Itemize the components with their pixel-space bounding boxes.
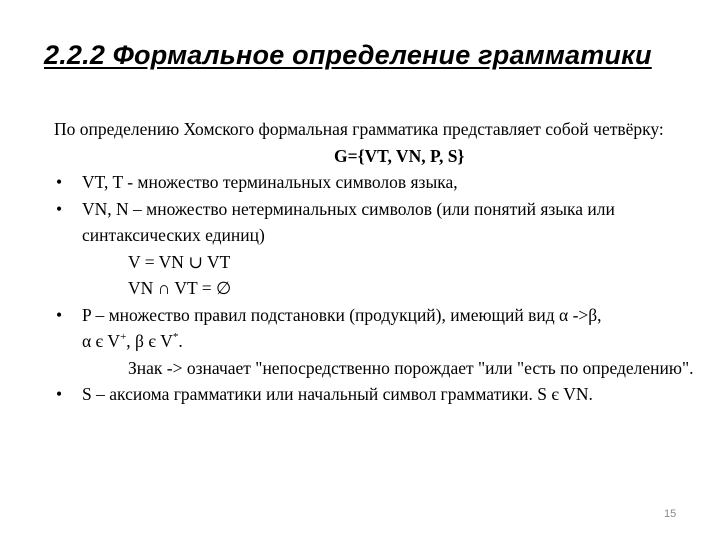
slide-title: 2.2.2 Формальное определение грамматики: [44, 40, 652, 70]
beta-part: , β є V: [126, 331, 173, 351]
bullet-item-vn: [54, 196, 694, 249]
arrow-note: Знак -> означает "непосредственно порождает "или "есть по определению".: [128, 357, 694, 378]
star-superscript: *: [172, 331, 179, 344]
bullet-item-vt: [54, 169, 694, 196]
bullet-text: VT, T - множество терминальных символов языка,: [82, 172, 458, 192]
equation-union: V = VN ∪ VT: [128, 251, 231, 272]
bullet-dot: •: [56, 198, 63, 219]
bullet-dot: •: [56, 172, 63, 192]
equation-intersection: VN ∩ VT = ∅: [128, 278, 232, 298]
intro-paragraph: По определению Хомского формальная грамматика представляет собой четвёрку:: [54, 119, 664, 139]
bullet-item-s: [54, 381, 694, 408]
slide-body: [54, 116, 694, 408]
bullet-item-p: [54, 302, 694, 382]
bullet-dot: •: [56, 384, 63, 404]
bullet-text-continuation: [82, 328, 694, 355]
bullet-text: VN, N – множество нетерминальных символов (или понятий языка или синтаксических единиц): [82, 198, 615, 245]
grammar-formula: G={VT, VN, P, S}: [334, 145, 465, 166]
bullet-text: P – множество правил подстановки (продукций), имеющий вид α ->β,: [82, 304, 602, 325]
bullet-text: S – аксиома грамматики или начальный символ грамматики. S є VN.: [82, 384, 593, 404]
plus-superscript: +: [120, 331, 127, 344]
page-number: 15: [664, 508, 677, 520]
bullet-dot: •: [56, 304, 63, 325]
alpha-part: α є V: [82, 331, 121, 351]
period: .: [178, 331, 183, 351]
